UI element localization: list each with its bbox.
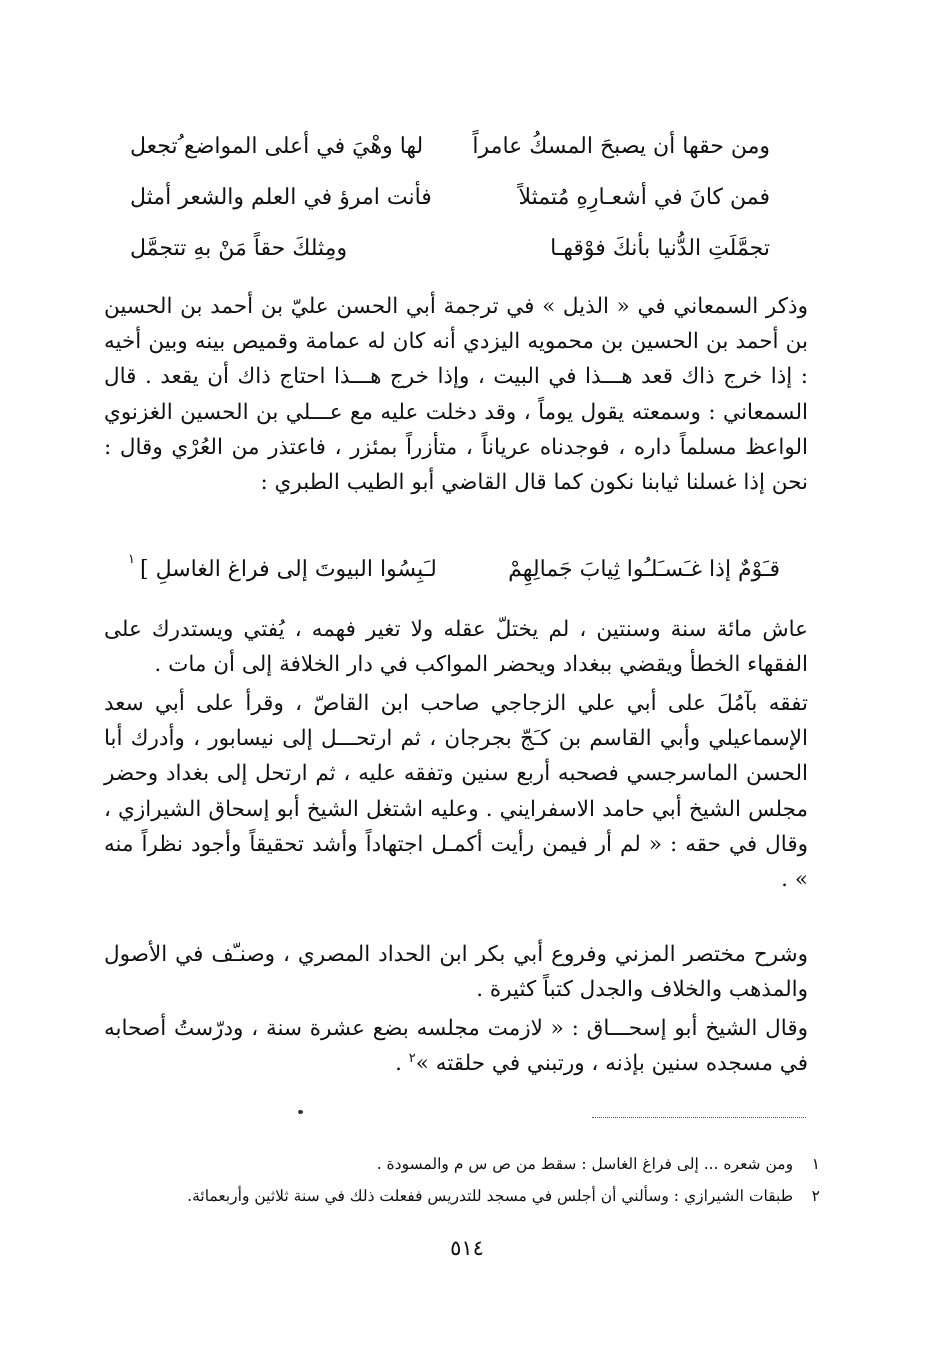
footnote-reference: ١ (128, 552, 135, 567)
single-verse (128, 550, 780, 590)
verse-second-hemistich: لها وهْيَ في أعلى المواضع ُتجعل (130, 134, 424, 159)
page-number: ٥١٤ (450, 1236, 484, 1260)
footnote-number: ١ (811, 1155, 820, 1173)
footnote-text: ومن شعره ... إلى فراغ الغاسل : سقط من ص س م والمسودة . (376, 1155, 794, 1173)
verse-line (130, 178, 770, 218)
paragraph-sam-ani-report: وذكر السمعاني في « الذيل » في ترجمة أبي الحسن عليّ بن أحمد بن الحسين بن أحمد بن الحسين بن محمويه اليزدي أنه كان له عمامة وقميص بينه وبين أخيه : إذا خرج ذاك قعد هـــذا في البيت ، وإذا خرج هـــذا احتاج ذاك أن يقعد . قال السمعاني : وسمعته يقول يوماً ، وقد دخلت عليه مع عـــلي بن الحسين الغزنوي الواعظ مسلماً داره ، فوجدناه عرياناً ، متأزراً بمئزر ، فاعتذر من العُرْي وقال : نحن إذا غسلنا ثيابنا نكون كما قال القاضي أبو الطيب الطبري : (104, 294, 808, 496)
footnote-text: طبقات الشيرازي : وسألني أن أجلس في مسجد للتدريس ففعلت ذلك في سنة ثلاثين وأربعمائة. (187, 1187, 794, 1205)
verse-second-hemistich: ومِثلكَ حقاً مَنْ بهِ تتجمَّل (130, 236, 348, 261)
footnote-reference: ٢ (408, 1051, 416, 1067)
footnote-divider (592, 1117, 806, 1118)
quote-text: وقال الشيخ أبو إسحـــاق : « لازمت مجلسه بضع عشرة سنة ، ودرّستُ أصحابه في مسجده سنين بإذنه ، ورتبني في حلقته » (104, 1016, 808, 1077)
paragraph-works: وشرح مختصر المزني وفروع أبي بكر ابن الحداد المصري ، وصنـّف في الأصول والمذهب والخلاف والجدل كتباً كثيرة . (104, 942, 808, 1003)
paragraph-abu-ishaq-quote (104, 1011, 808, 1081)
footnote (187, 1180, 820, 1212)
paragraph-lifespan: عاش مائة سنة وسنتين ، لم يختلّ عقله ولا تغير فهمه ، يُفتي ويستدرك على الفقهاء الخطأ ويقضي ببغداد ويحضر المواكب في دار الخلافة إلى أن مات . (104, 617, 808, 678)
footnote-number: ٢ (811, 1187, 820, 1205)
verse-first-hemistich: تجمَّلَتِ الدُّنيا بأنكَ فوْقهـا (550, 236, 770, 261)
verse-first-hemistich: قـَوْمٌ إذا غـَسـَلـُوا ثِيابَ جَمالِهِمْ (508, 557, 780, 582)
quote-end: . (395, 1051, 409, 1077)
verse-line (130, 127, 770, 167)
footnotes (187, 1148, 820, 1212)
paragraph-studies: تفقه بآمُلَ على أبي علي الزجاجي صاحب ابن القاصّ ، وقرأ على أبي سعد الإسماعيلي وأبي القاسم بن كـَجّ بجرجان ، ثم ارتحـــل إلى نيسابور ، وأدرك أبا الحسن الماسرجسي فصحبه أربع سنين وتفقه عليه ، ثم ارتحل إلى بغداد وحضر مجلس الشيخ أبي حامد الاسفرايني . وعليه اشتغل الشيخ أبو إسحاق الشيرازي ، وقال في حقه : « لم أر فيمن رأيت أكمـل اجتهاداً وأشد تحقيقاً وأجود نظراً منه » . (104, 691, 808, 893)
verse-line (130, 229, 770, 269)
verse-first-hemistich: ومن حقها أن يصبحَ المسكُ عامراً (472, 134, 770, 159)
verse-second-hemistich: لـَبِسُوا البيوتَ إلى فراغ الغاسلِ ] (140, 557, 437, 582)
verse-second-hemistich: فأنت امرؤ في العلم والشعر أمثل (130, 185, 432, 210)
footnote (300, 1148, 820, 1180)
verse-first-hemistich: فمن كانَ في أشعـارِهِ مُتمثلاً (518, 185, 770, 210)
ink-dot (298, 1110, 303, 1114)
